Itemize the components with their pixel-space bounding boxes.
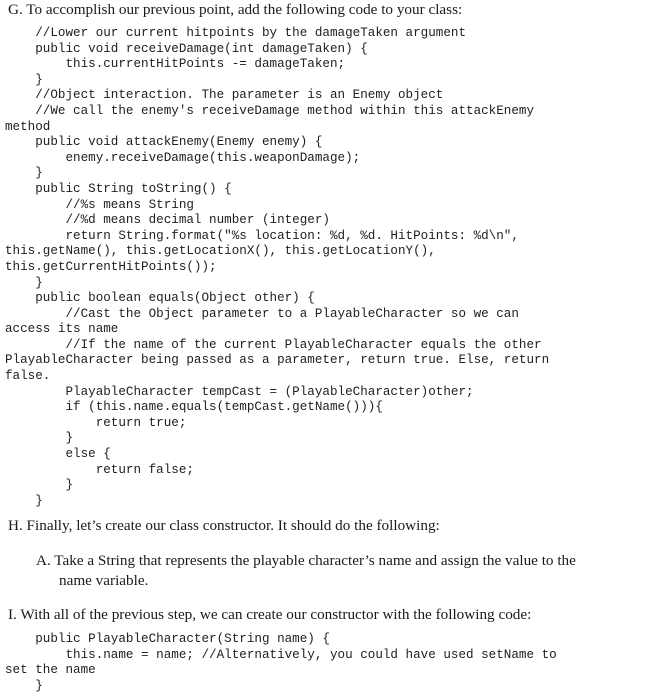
code-line: access its name [5, 322, 119, 337]
code-line: this.getCurrentHitPoints()); [5, 259, 217, 274]
step-h-instruction: H. Finally, let’s create our class constructor. It should do the following: [8, 517, 440, 534]
code-line: public boolean equals(Object other) { [5, 291, 315, 306]
code-line: PlayableCharacter tempCast = (PlayableCharacter)other; [5, 384, 474, 399]
substep-a-line-1: A. Take a String that represents the playable character’s name and assign the value to the [36, 552, 576, 569]
code-line: public void attackEnemy(Enemy enemy) { [5, 135, 323, 150]
code-line: //%s means String [5, 197, 194, 212]
code-line: //Lower our current hitpoints by the damageTaken argument [5, 26, 467, 40]
code-line: public void receiveDamage(int damageTaken) { [5, 41, 368, 56]
code-line: //We call the enemy's receiveDamage method within this attackEnemy [5, 103, 535, 118]
code-line: set the name [5, 663, 96, 678]
code-line: public String toString() { [5, 181, 232, 196]
code-line: public PlayableCharacter(String name) { [5, 632, 330, 646]
code-block-constructor [5, 632, 557, 694]
code-line: PlayableCharacter being passed as a parameter, return true. Else, return [5, 353, 550, 368]
code-line: } [5, 678, 43, 693]
code-line: return true; [5, 415, 187, 430]
code-line: method [5, 119, 51, 134]
code-line: //Object interaction. The parameter is an Enemy object [5, 88, 444, 103]
code-line: false. [5, 369, 51, 384]
step-i-instruction: I. With all of the previous step, we can create our constructor with the following code: [8, 606, 532, 623]
code-line: if (this.name.equals(tempCast.getName())){ [5, 400, 383, 415]
code-line: //%d means decimal number (integer) [5, 213, 330, 228]
code-block-methods [5, 26, 549, 509]
code-line: } [5, 166, 43, 181]
code-line: //If the name of the current PlayableCharacter equals the other [5, 337, 542, 352]
code-line: } [5, 478, 74, 493]
code-line: } [5, 275, 43, 290]
code-line: this.name = name; //Alternatively, you could have used setName to [5, 647, 557, 662]
code-line: else { [5, 447, 111, 462]
code-line: } [5, 493, 43, 508]
code-line: this.currentHitPoints -= damageTaken; [5, 57, 346, 72]
substep-a-line-2: name variable. [59, 572, 149, 589]
code-line: return false; [5, 462, 194, 477]
code-line: this.getName(), this.getLocationX(), this.getLocationY(), [5, 244, 436, 259]
code-line: } [5, 72, 43, 87]
step-g-instruction: G. To accomplish our previous point, add the following code to your class: [8, 1, 463, 18]
code-line: return String.format("%s location: %d, %d. HitPoints: %d\n", [5, 228, 519, 243]
code-line: enemy.receiveDamage(this.weaponDamage); [5, 150, 361, 165]
code-line: } [5, 431, 74, 446]
code-line: //Cast the Object parameter to a PlayableCharacter so we can [5, 306, 519, 321]
